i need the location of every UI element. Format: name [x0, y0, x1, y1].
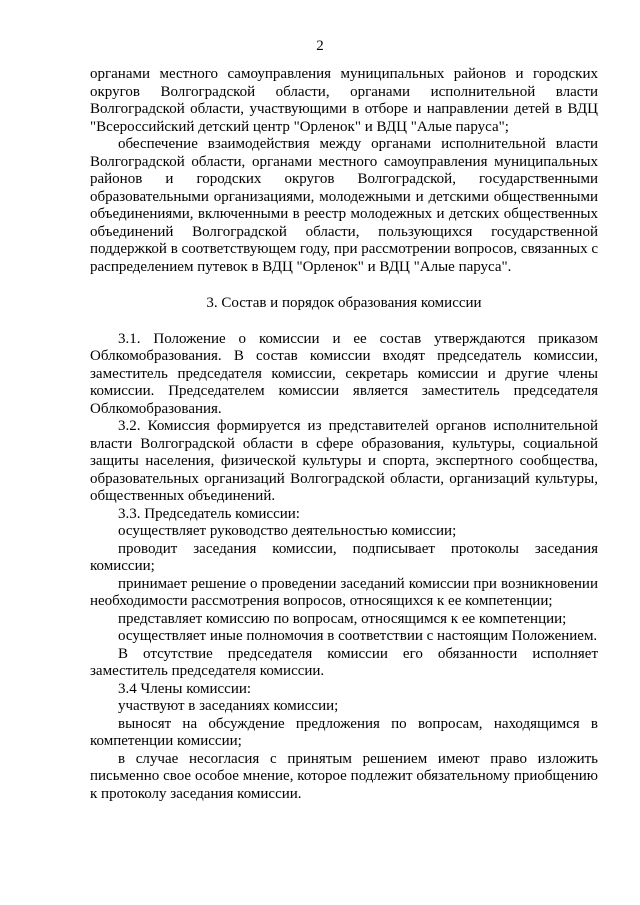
paragraph: обеспечение взаимодействия между органами исполнительной власти Волгоградской области, органами местного самоуправления муниципальных районов и городских округов Волгоградской, государственными образовательными организациями, молодежными и детскими общественными объединениями, включенными в реестр молодежных и детских общественных объединений Волгоградской области, пользующихся государственной поддержкой в соответствующем году, при рассмотрении вопросов, связанных с распределением путевок в ВДЦ "Орленок" и ВДЦ "Алые паруса".: [90, 136, 598, 275]
page-number: 2: [316, 38, 324, 54]
list-item: принимает решение о проведении заседаний комиссии при возникновении необходимости рассмотрения вопросов, относящихся к ее компетенции;: [90, 575, 598, 609]
list-item: осуществляет иные полномочия в соответствии с настоящим Положением.: [118, 628, 598, 644]
paragraph: органами местного самоуправления муниципальных районов и городских округов Волгоградской области, органами исполнительной власти Волгоградской области, участвующими в отборе и направлении детей в ВДЦ "Всероссийский детский центр "Орленок" и ВДЦ "Алые паруса";: [90, 66, 598, 135]
list-item: в случае несогласия с принятым решением имеют право изложить письменно свое особое мнение, которое подлежит обязательному приобщению к протоколу заседания комиссии.: [90, 750, 598, 802]
section-title: 3. Состав и порядок образования комиссии: [206, 295, 482, 311]
list-item: участвуют в заседаниях комиссии;: [118, 698, 339, 714]
list-item: представляет комиссию по вопросам, относящимся к ее компетенции;: [118, 610, 567, 627]
paragraph-3-2: 3.2. Комиссия формируется из представителей органов исполнительной власти Волгоградской области в сфере образования, культуры, социальной защиты населения, физической культуры и спорта, экспертного сообщества, образовательных организаций Волгоградской области, организаций культуры, общественных объединений.: [90, 418, 598, 504]
paragraph: В отсутствие председателя комиссии его обязанности исполняет заместитель председателя комиссии.: [90, 645, 598, 679]
paragraph-3-1: 3.1. Положение о комиссии и ее состав утверждаются приказом Облкомобразования. В состав комиссии входят председатель комиссии, заместитель председателя комиссии, секретарь комиссии и другие члены комиссии. Председателем комиссии является заместитель председателя Облкомобразования.: [90, 330, 598, 417]
paragraph-3-4-heading: 3.4 Члены комиссии:: [118, 680, 252, 697]
document-body: [90, 66, 598, 803]
list-item: осуществляет руководство деятельностью комиссии;: [118, 523, 457, 539]
paragraph-3-3-heading: 3.3. Председатель комиссии:: [118, 505, 300, 522]
list-item: проводит заседания комиссии, подписывает протоколы заседания комиссии;: [90, 540, 598, 574]
list-item: выносят на обсуждение предложения по вопросам, находящимся в компетенции комиссии;: [90, 715, 598, 749]
